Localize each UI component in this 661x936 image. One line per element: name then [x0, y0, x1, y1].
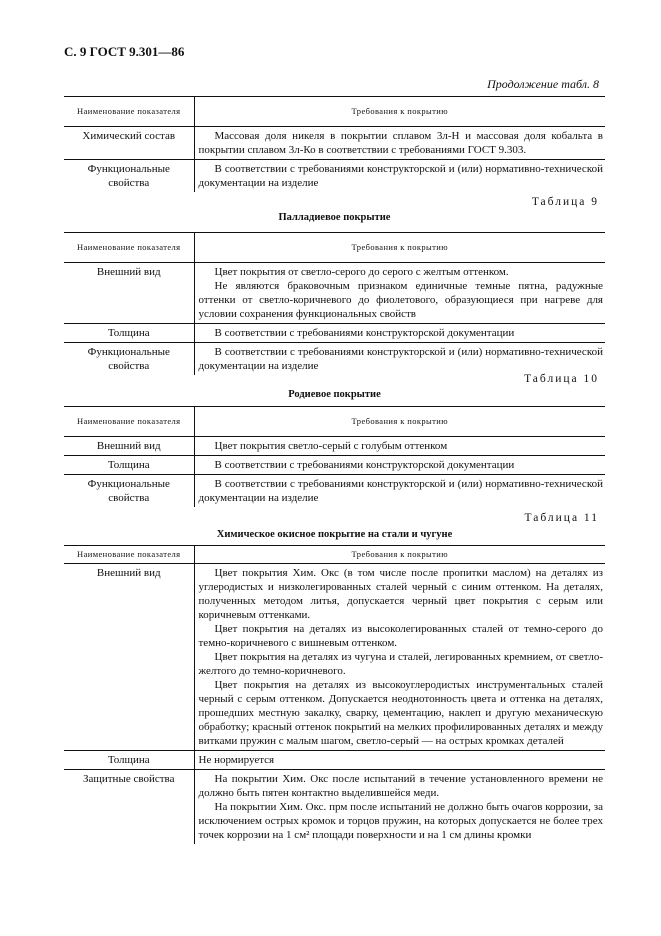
col-header-name: Наименование показателя — [64, 233, 194, 263]
table-header — [64, 546, 605, 564]
table-row — [64, 564, 605, 751]
row-name: Функциональные свойства — [64, 475, 194, 508]
col-header-req: Требования к покрытию — [194, 233, 605, 263]
row-name: Внешний вид — [64, 263, 194, 324]
row-req: На покрытии Хим. Окс после испытаний в течение установленного времени не должно быть пятен контактно выделившейся меди. На покрытии Хим. Окс. прм после испытаний не должно быть очагов коррозии, за исключением острых кромок и торцов пружин, на которых допускается не более трех точек коррозии на 1 см² площади поверхности и на 1 см длины кромки — [198, 773, 603, 841]
table-9-title: Палладиевое покрытие — [278, 212, 391, 223]
col-header-name: Наименование показателя — [64, 407, 194, 437]
row-name: Защитные свойства — [64, 770, 194, 845]
col-header-req: Требования к покрытию — [194, 407, 605, 437]
row-name: Функциональные свойства — [64, 160, 194, 193]
continuation-note: Продолжение табл. 8 — [487, 77, 599, 91]
table-header — [64, 97, 605, 127]
row-name: Химический состав — [64, 127, 194, 160]
table-row — [64, 160, 605, 193]
table-row — [64, 343, 605, 376]
row-req: В соответствии с требованиями конструкторской и (или) нормативно-технической документации на изделие — [198, 346, 603, 372]
row-name: Функциональные свойства — [64, 343, 194, 376]
table-9-number: Таблица 9 — [531, 196, 599, 208]
table-11 — [64, 545, 605, 844]
table-10-number: Таблица 10 — [524, 373, 599, 385]
table-row — [64, 770, 605, 845]
row-req: В соответствии с требованиями конструкторской документации — [194, 324, 605, 343]
row-req: Массовая доля никеля в покрытии сплавом 3л-Н и массовая доля кобальта в покрытии сплавом 3л-Ко в соответствии с требованиями ГОСТ 9.303. — [194, 127, 605, 160]
table-row — [64, 324, 605, 343]
row-req: Цвет покрытия от светло-серого до серого с желтым оттенком. Не являются браковочным признаком единичные темные пятна, радужные оттенки от светло-коричневого до фиолетового, образующиеся при нагреве для условии сохранения функциональных свойств — [194, 263, 605, 324]
row-req: Цвет покрытия Хим. Окс (в том числе после пропитки маслом) на деталях из углеродистых и низколегированных сталей черный с синим оттенком. На деталях, полученных методом литья, допускается черный цвет покрытия с серым или коричневым оттенками. Цвет покрытия на деталях из высоколегированных сталей от темно-серого до темно-коричневого с вишневым оттенком. Цвет покрытия на деталях из чугуна и сталей, легированных кремнием, от светло-желтого до темно-коричневого. Цвет покрытия на деталях из высокоуглеродистых инструментальных сталей черный с серым оттенком. Допускается неоднотонность цвета и оттенка на деталях, прошедших местную закалку, сварку, цементацию, наклеп и другую механическую обработку; красный оттенок покрытий на мелких профилированных деталях и между витками пружин с малым шагом, светло-серый — на острых кромках деталей — [194, 564, 605, 751]
table-row — [64, 127, 605, 160]
table-8 — [64, 96, 605, 192]
row-req: В соответствии с требованиями конструкторской и (или) нормативно-технической документации на изделие — [198, 478, 603, 504]
row-name: Внешний вид — [64, 437, 194, 456]
col-header-req: Требования к покрытию — [194, 97, 605, 127]
row-req: Не нормируется — [194, 751, 605, 770]
table-11-number: Таблица 11 — [524, 512, 599, 524]
table-row — [64, 263, 605, 324]
table-10-title: Родиевое покрытие — [288, 389, 381, 400]
table-9 — [64, 232, 605, 375]
table-header — [64, 233, 605, 263]
table-11-title: Химическое окисное покрытие на стали и чугуне — [216, 529, 453, 540]
row-name: Толщина — [64, 456, 194, 475]
table-10 — [64, 406, 605, 507]
page-header: С. 9 ГОСТ 9.301—86 — [64, 44, 185, 59]
table-row — [64, 475, 605, 508]
row-name: Внешний вид — [64, 564, 194, 751]
col-header-name: Наименование показателя — [64, 97, 194, 127]
row-req: Цвет покрытия светло-серый с голубым оттенком — [194, 437, 605, 456]
table-header — [64, 407, 605, 437]
col-header-name: Наименование показателя — [64, 546, 194, 564]
table-row — [64, 456, 605, 475]
row-req: В соответствии с требованиями конструкторской документации — [194, 456, 605, 475]
row-req: В соответствии с требованиями конструкторской и (или) нормативно-технической документации на изделие — [198, 163, 603, 189]
col-header-req: Требования к покрытию — [194, 546, 605, 564]
row-name: Толщина — [64, 324, 194, 343]
table-row — [64, 751, 605, 770]
table-row — [64, 437, 605, 456]
row-name: Толщина — [64, 751, 194, 770]
